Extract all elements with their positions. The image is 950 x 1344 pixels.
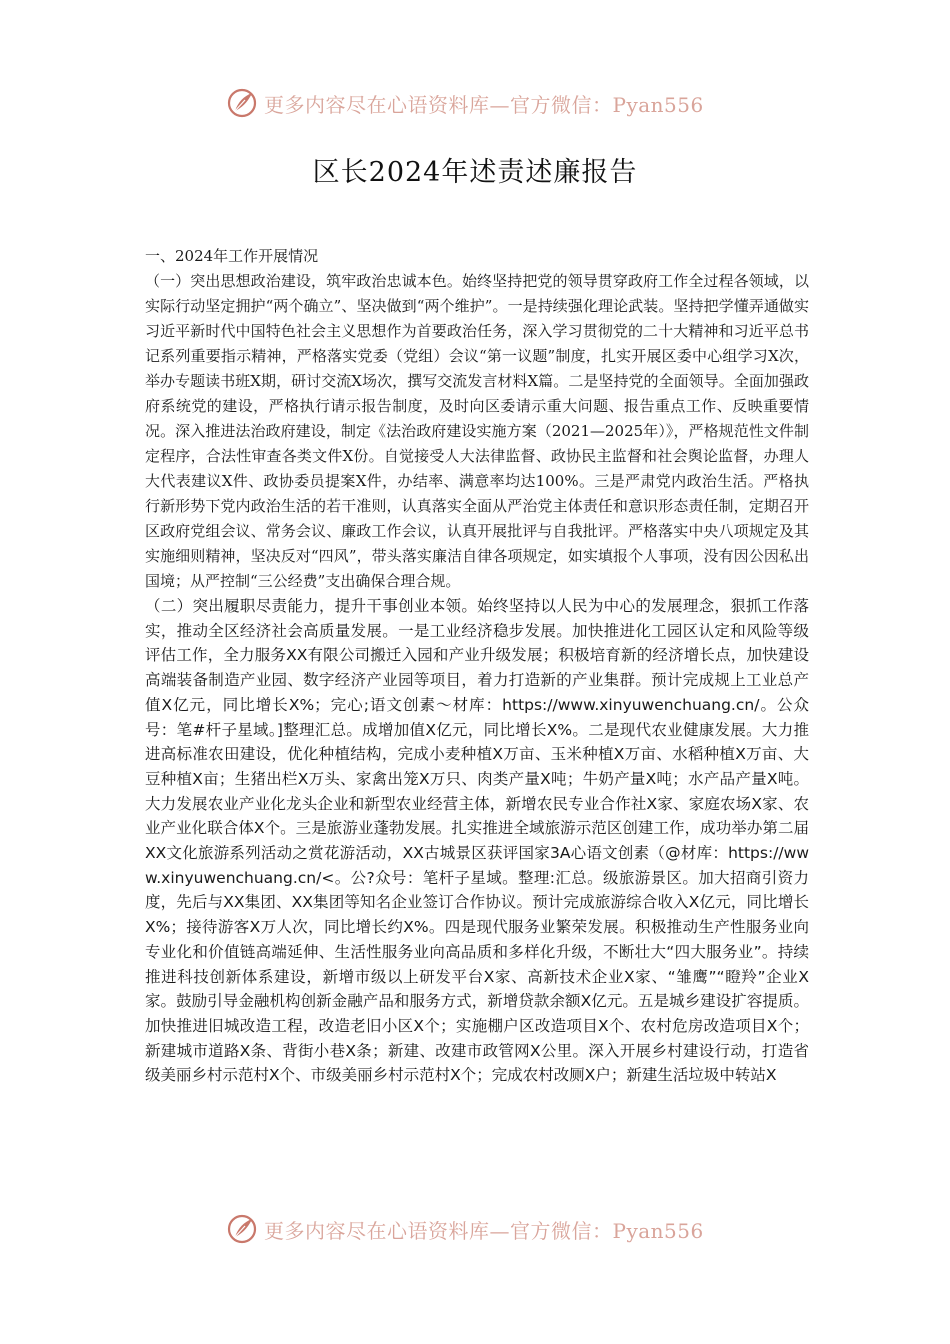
feather-pen-logo-icon — [226, 87, 258, 119]
paragraph-political-construction: （一）突出思想政治建设，筑牢政治忠诚本色。始终坚持把党的领导贯穿政府工作全过程各领域，以实际行动坚定拥护“两个确立”、坚决做到“两个维护”。一是持续强化理论武装。坚持把学懂弄通做实习近平新时代中国特色社会主义思想作为首要政治任务，深入学习贯彻党的二十大精神和习近平总书记系列重要指示精神，严格落实党委（党组）会议“第一议题”制度，扎实开展区委中心组学习X次，举办专题读书班X期，研讨交流X场次，撰写交流发言材料X篇。二是坚持党的全面领导。全面加强政府系统党的建设，严格执行请示报告制度，及时向区委请示重大问题、报告重点工作、反映重要情况。深入推进法治政府建设，制定《法治政府建设实施方案（2021—2025年）》，严格规范性文件制定程序，合法性审查各类文件X份。自觉接受人大法律监督、政协民主监督和社会舆论监督，办理人大代表建议X件、政协委员提案X件，办结率、满意率均达100%。三是严肃党内政治生活。严格执行新形势下党内政治生活的若干准则，认真落实全面从严治党主体责任和意识形态责任制，定期召开区政府党组会议、常务会议、廉政工作会议，认真开展批评与自我批评。严格落实中央八项规定及其实施细则精神，坚决反对“四风”，带头落实廉洁自律各项规定，如实填报个人事项，没有因公因私出国境；从严控制“三公经费”支出确保合理合规。 — [145, 272, 809, 590]
watermark-banner-bottom — [226, 1212, 704, 1246]
watermark-banner-top — [226, 86, 704, 120]
feather-pen-logo-icon — [226, 1213, 258, 1245]
paragraph-duty-performance: （二）突出履职尽责能力，提升干事创业本领。始终坚持以人民为中心的发展理念，狠抓工作落实，推动全区经济社会高质量发展。一是工业经济稳步发展。加快推进化工园区认定和风险等级评估工作，全力服务XX有限公司搬迁入园和产业升级发展；积极培育新的经济增长点，加快建设高端装备制造产业园、数字经济产业园等项目，着力打造新的产业集群。预计完成规上工业总产值X亿元，同比增长X%；完心;语文创素～材库：https://www.xinyuwenchuang.cn/。公众号：笔#杆子星域。]整理汇总。成增加值X亿元，同比增长X%。二是现代农业健康发展。大力推进高标准农田建设，优化种植结构，完成小麦种植X万亩、玉米种植X万亩、水稻种植X万亩、大豆种植X亩；生猪出栏X万头、家禽出笼X万只、肉类产量X吨；牛奶产量X吨；水产品产量X吨。大力发展农业产业化龙头企业和新型农业经营主体，新增农民专业合作社X家、家庭农场X家、农业产业化联合体X个。三是旅游业蓬勃发展。扎实推进全域旅游示范区创建工作，成功举办第二届XX文化旅游系列活动之赏花游活动，XX古城景区获评国家3A心语文创素（@材库：https://www.xinyuwenchuang.cn/<。公?众号：笔杆子星域。整理:汇总。级旅游景区。加大招商引资力度，先后与XX集团、XX集团等知名企业签订合作协议。预计完成旅游综合收入X亿元，同比增长X%；接待游客X万人次，同比增长约X%。四是现代服务业繁荣发展。积极推动生产性服务业向专业化和价值链高端延伸、生活性服务业向高品质和多样化升级，不断壮大“四大服务业”。持续推进科技创新体系建设，新增市级以上研发平台X家、高新技术企业X家、“雏鹰”“瞪羚”企业X家。鼓励引导金融机构创新金融产品和服务方式，新增贷款余额X亿元。五是城乡建设扩容提质。加快推进旧城改造工程，改造老旧小区X个；实施棚户区改造项目X个、农村危房改造项目X个；新建城市道路X条、背街小巷X条；新建、改建市政管网X公里。深入开展乡村建设行动，打造省级美丽乡村示范村X个、市级美丽乡村示范村X个；完成农村改厕X户；新建生活垃圾中转站X — [145, 597, 809, 1085]
section-heading: 一、2024年工作开展情况 — [145, 247, 319, 265]
document-body — [145, 244, 809, 1088]
watermark-text: 更多内容尽在心语资料库—官方微信：Pyan556 — [264, 92, 704, 117]
document-title: 区长2024年述责述廉报告 — [312, 157, 638, 188]
watermark-text: 更多内容尽在心语资料库—官方微信：Pyan556 — [264, 1218, 704, 1243]
